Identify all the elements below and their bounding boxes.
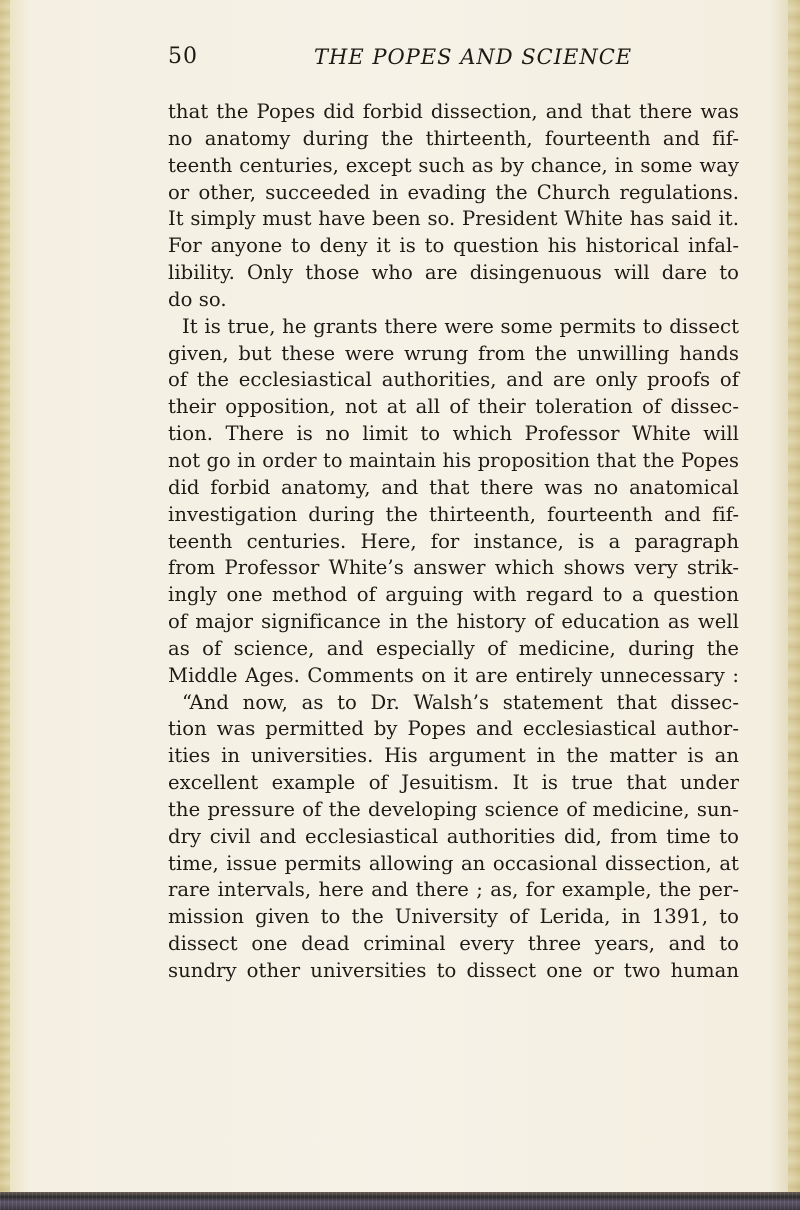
text-line: not go in order to maintain his proposition that the Popes <box>168 448 739 472</box>
text-line: It is true, he grants there were some permits to dissect <box>182 314 739 338</box>
text-line: from Professor White’s answer which shows very strik- <box>168 556 739 580</box>
page-bottom-edge <box>0 1192 800 1210</box>
text-line: rare intervals, here and there ; as, for example, the per- <box>168 878 739 902</box>
text-line: did forbid anatomy, and that there was no anatomical <box>168 475 739 499</box>
text-line: that the Popes did forbid dissection, and that there was <box>168 100 739 123</box>
page-right-edge <box>788 0 800 1210</box>
text-line: Middle Ages. Comments on it are entirely unnecessary : <box>168 663 739 687</box>
text-line: dry civil and ecclesiastical authorities did, from time to <box>168 824 739 848</box>
text-line: time, issue permits allowing an occasional dissection, at <box>168 851 739 875</box>
text-line: teenth centuries, except such as by chance, in some way <box>168 153 739 177</box>
text-line: as of science, and especially of medicine, during the <box>168 636 739 660</box>
body-text <box>168 99 739 985</box>
page-number: 50 <box>168 44 198 69</box>
text-line: teenth centuries. Here, for instance, is a paragraph <box>168 529 739 553</box>
text-line: ingly one method of arguing with regard to a question <box>168 583 739 607</box>
text-line: mission given to the University of Lerida, in 1391, to <box>168 905 739 929</box>
text-line: of the ecclesiastical authorities, and are only proofs of <box>168 368 739 392</box>
text-line: For anyone to deny it is to question his historical infal- <box>168 234 739 258</box>
text-line: “And now, as to Dr. Walsh’s statement that dissec- <box>182 690 739 714</box>
running-head: THE POPES AND SCIENCE <box>314 45 633 69</box>
text-line: sundry other universities to dissect one or two human <box>168 959 739 982</box>
text-line: do so. <box>168 287 227 311</box>
text-line: ities in universities. His argument in the matter is an <box>168 744 739 768</box>
page-left-edge <box>0 0 10 1210</box>
text-line: tion. There is no limit to which Professor White will <box>168 422 739 446</box>
text-line: tion was permitted by Popes and ecclesiastical author- <box>168 717 739 741</box>
text-line: investigation during the thirteenth, fourteenth and fif- <box>168 502 739 526</box>
text-line: or other, succeeded in evading the Church regulations. <box>168 180 739 204</box>
text-line: no anatomy during the thirteenth, fourteenth and fif- <box>168 126 739 150</box>
text-line: given, but these were wrung from the unwilling hands <box>168 341 739 365</box>
text-line: their opposition, not at all of their toleration of dissec- <box>168 395 739 419</box>
text-line: dissect one dead criminal every three years, and to <box>168 932 739 956</box>
text-line: excellent example of Jesuitism. It is true that under <box>168 771 739 795</box>
text-line: the pressure of the developing science of medicine, sun- <box>168 797 739 821</box>
text-line: It simply must have been so. President White has said it. <box>168 207 739 231</box>
page-header <box>168 44 638 80</box>
text-line: libility. Only those who are disingenuous will dare to <box>168 261 739 285</box>
text-line: of major significance in the history of education as well <box>168 610 739 634</box>
